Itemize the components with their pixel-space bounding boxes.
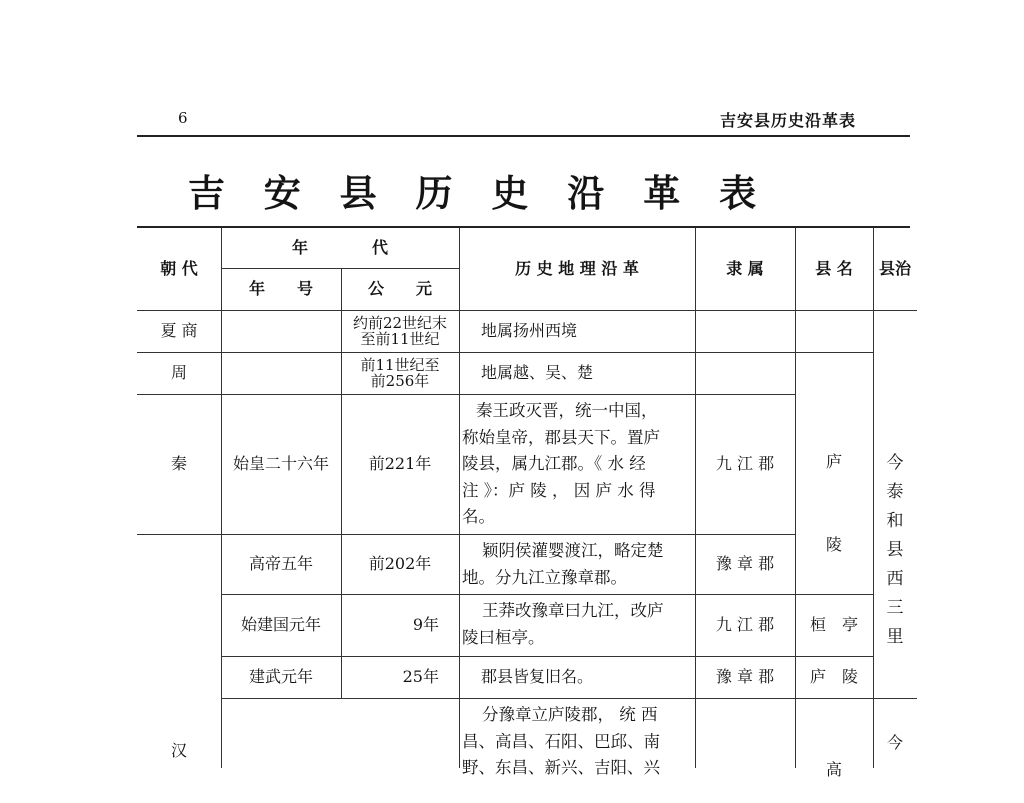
history-line: 野、东昌、新兴、吉阳、兴	[462, 758, 660, 777]
row-ce: 9年	[412, 615, 439, 635]
row-reign: 始皇二十六年	[232, 454, 329, 474]
row-history	[459, 596, 695, 654]
grid-line	[221, 228, 222, 768]
row-ce: 前221年	[368, 454, 432, 474]
ce-line: 前11世纪至	[360, 356, 440, 374]
grid-line	[221, 268, 459, 269]
history-line: 地。分九江立豫章郡。	[462, 567, 627, 587]
county-seat-char: 今	[886, 452, 904, 473]
row-dynasty: 周	[170, 363, 187, 383]
history-line: 注 》：庐 陵 ， 因 庐 水 得	[462, 480, 656, 500]
row-history: 地属扬州西境	[481, 321, 578, 341]
grid-line	[459, 228, 460, 768]
history-line: 陵县，属九江郡。《 水 经	[462, 454, 646, 473]
row-county-name: 庐 陵	[809, 667, 858, 687]
header-dynasty: 朝 代	[160, 259, 198, 279]
row-dynasty: 汉	[170, 740, 187, 760]
grid-line	[221, 698, 917, 699]
county-name-merged-bottom: 陵	[825, 535, 842, 555]
header-county-name: 县 名	[815, 259, 853, 279]
county-seat-char: 里	[886, 626, 904, 647]
history-line: 分豫章立庐陵郡， 统 西	[482, 705, 658, 724]
grid-line	[137, 394, 795, 395]
row-dynasty: 夏 商	[160, 321, 198, 341]
county-seat-char: 和	[886, 510, 904, 531]
row-county-name: 桓 亭	[809, 615, 858, 635]
history-line: 称始皇帝，郡县天下。置庐	[462, 427, 660, 447]
history-line: 陵曰桓亭。	[462, 627, 545, 647]
row-ce	[341, 310, 459, 352]
header-era: 年 代	[291, 238, 388, 258]
row-history: 地属越、吴、楚	[481, 363, 594, 383]
grid-line	[221, 594, 873, 595]
county-seat-char: 三	[886, 597, 904, 618]
grid-line	[695, 228, 696, 768]
ce-line: 至前11世纪	[360, 330, 440, 348]
row-jurisdiction: 豫 章 郡	[715, 554, 775, 574]
ce-line: 约前22世纪末	[352, 314, 448, 332]
row-ce: 25年	[402, 667, 439, 687]
county-seat-char: 县	[886, 539, 904, 560]
county-seat-bottom: 今	[886, 733, 903, 753]
history-line: 秦王政灭晋，统一中国，	[476, 401, 658, 420]
county-name-merged-top: 庐	[825, 452, 842, 472]
header-reign-title: 年 号	[248, 279, 313, 299]
header-ce: 公 元	[367, 279, 432, 299]
row-reign: 高帝五年	[248, 554, 313, 574]
header-jurisdiction: 隶 属	[726, 259, 764, 279]
grid-line	[137, 534, 221, 535]
county-seat-char: 西	[886, 568, 904, 589]
grid-line	[221, 656, 873, 657]
row-history: 郡县皆复旧名。	[481, 667, 594, 687]
grid-line	[137, 352, 873, 353]
grid-line	[221, 534, 795, 535]
county-seat-merged	[873, 440, 917, 660]
row-ce: 前202年	[368, 554, 432, 574]
grid-line	[873, 228, 874, 768]
row-ce	[341, 352, 459, 394]
header-county-seat: 县治	[878, 259, 911, 279]
history-line: 名。	[462, 507, 495, 526]
county-seat-char: 泰	[886, 481, 904, 502]
history-line: 昌、高昌、石阳、巴邱、南	[462, 731, 660, 751]
row-jurisdiction: 豫 章 郡	[715, 667, 775, 687]
ce-line: 前256年	[370, 372, 430, 390]
grid-line	[795, 228, 796, 768]
row-jurisdiction: 九 江 郡	[715, 615, 775, 635]
row-jurisdiction: 九 江 郡	[715, 454, 775, 474]
running-header: 吉安县历史沿革表	[720, 111, 857, 130]
row-reign: 建武元年	[248, 667, 313, 687]
row-history	[459, 700, 695, 780]
row-reign: 始建国元年	[240, 615, 321, 635]
header-rule	[137, 135, 910, 137]
header-history: 历 史 地 理 沿 革	[515, 259, 639, 279]
history-line: 王莽改豫章曰九江，改庐	[482, 601, 664, 620]
row-history	[459, 396, 695, 532]
document-title: 吉 安 县 历 史 沿 革 表	[187, 171, 770, 215]
grid-line	[341, 268, 342, 698]
row-dynasty: 秦	[170, 454, 187, 474]
page-number: 6	[178, 109, 188, 127]
grid-line	[137, 310, 917, 311]
history-line: 颖阴侯灌婴渡江，略定楚	[482, 541, 664, 560]
county-name-partial: 高	[825, 760, 842, 780]
row-history	[459, 536, 695, 592]
